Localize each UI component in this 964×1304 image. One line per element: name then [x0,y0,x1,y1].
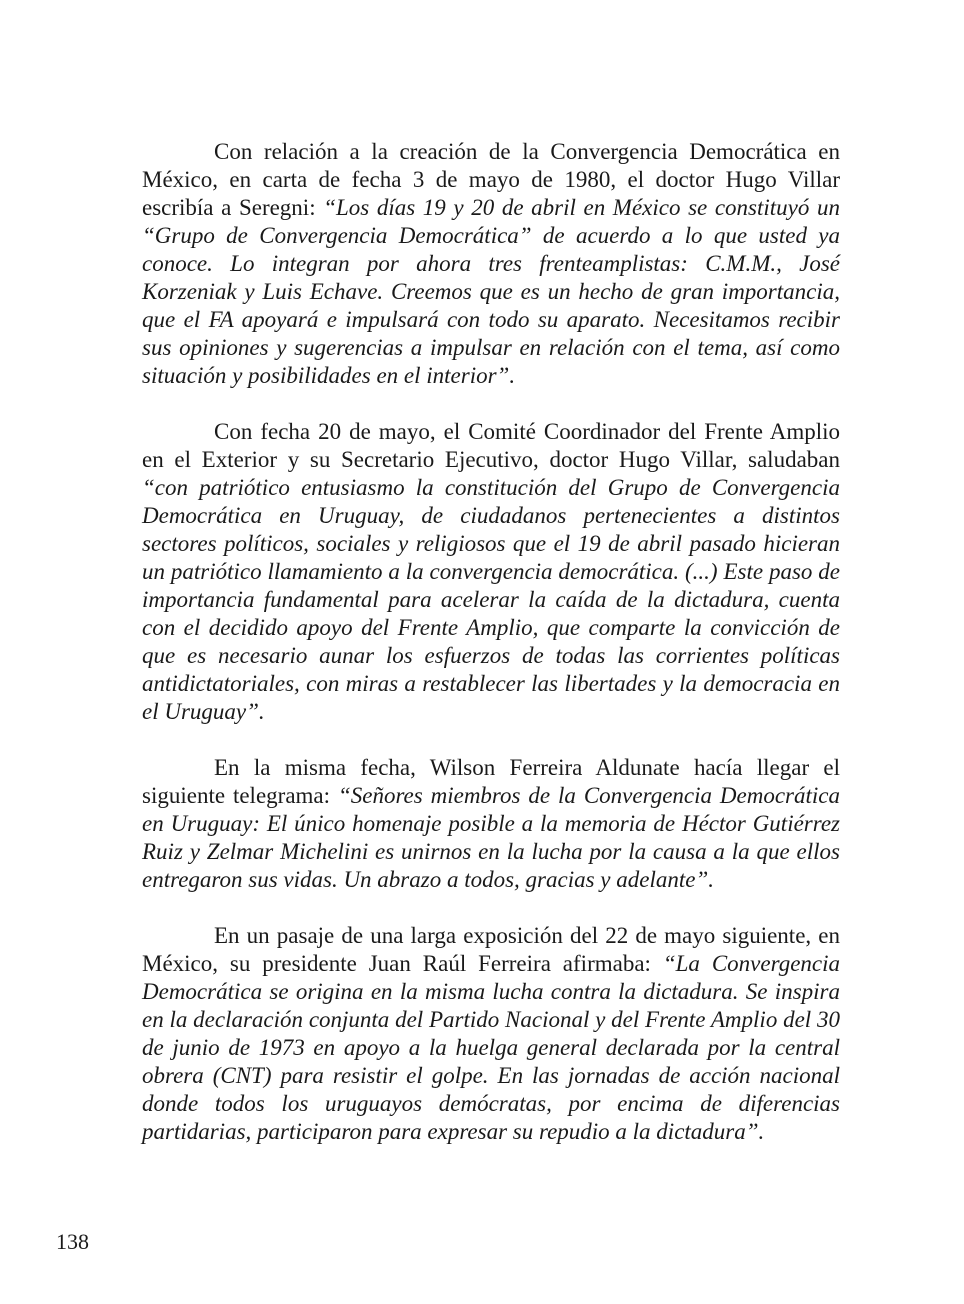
paragraph-convergencia-mexico [142,138,840,390]
paragraph-quote: “Los días 19 y 20 de abril en México se constituyó un “Grupo de Convergencia Democrática” de acuerdo a lo que usted ya conoce. Lo integran por ahora tres frenteamplistas: C.M.M., José Korzeniak y Luis Echave. Creemos que es un hecho de gran importancia, que el FA apoyará e impulsará con todo su aparato. Necesitamos recibir sus opiniones y sugerencias a impulsar en relación con el tema, así como situación y posibilidades en el interior”. [142,195,840,388]
paragraph-quote: “La Convergencia Democrática se origina en la misma lucha contra la dictadura. Se inspira en la declaración conjunta del Partido Nacional y del Frente Amplio del 30 de junio de 1973 en apoyo a la huelga general declarada por la central obrera (CNT) para resistir el golpe. En las jornadas de acción nacional donde todos los uruguayos demócratas, por encima de diferencias partidarias, participaron para expresar su repudio a la dictadura”. [142,951,840,1144]
paragraph-quote: “con patriótico entusiasmo la constitución del Grupo de Convergencia Democrática en Uruguay, de ciudadanos pertenecientes a distintos sectores políticos, sociales y religiosos que el 19 de abril pasado hicieran un patriótico llamamiento a la convergencia democrática. (...) Este paso de importancia fundamental para acelerar la caída de la dictadura, cuenta con el decidido apoyo del Frente Amplio, que comparte la convicción de que es necesario aunar los esfuerzos de todas las corrientes políticas antidictatoriales, con miras a restablecer las libertades y la democracia en el Uruguay”. [142,475,840,724]
paragraph-lead: Con fecha 20 de mayo, el Comité Coordinador del Frente Amplio en el Exterior y su Secretario Ejecutivo, doctor Hugo Villar, saludaban [142,419,840,472]
paragraph-comite-coordinador [142,418,840,726]
paragraph-lead: En un pasaje de una larga exposición del 22 de mayo siguiente, en México, su presidente Juan Raúl Ferreira afirmaba: [142,923,840,976]
paragraph-lead: En la misma fecha, Wilson Ferreira Aldunate hacía llegar el siguiente telegrama: [142,755,840,808]
body-text [142,138,840,1174]
paragraph-lead: Con relación a la creación de la Convergencia Democrática en México, en carta de fecha 3 de mayo de 1980, el doctor Hugo Villar escribía a Seregni: [142,139,840,220]
paragraph-telegrama-wilson [142,754,840,894]
paragraph-quote: “Señores miembros de la Convergencia Democrática en Uruguay: El único homenaje posible a la memoria de Héctor Gutiérrez Ruiz y Zelmar Michelini es unirnos en la lucha por la causa a la que ellos entregaron sus vidas. Un abrazo a todos, gracias y adelante”. [142,783,840,892]
page-number: 138 [56,1229,89,1254]
paragraph-exposicion-juan-raul [142,922,840,1146]
